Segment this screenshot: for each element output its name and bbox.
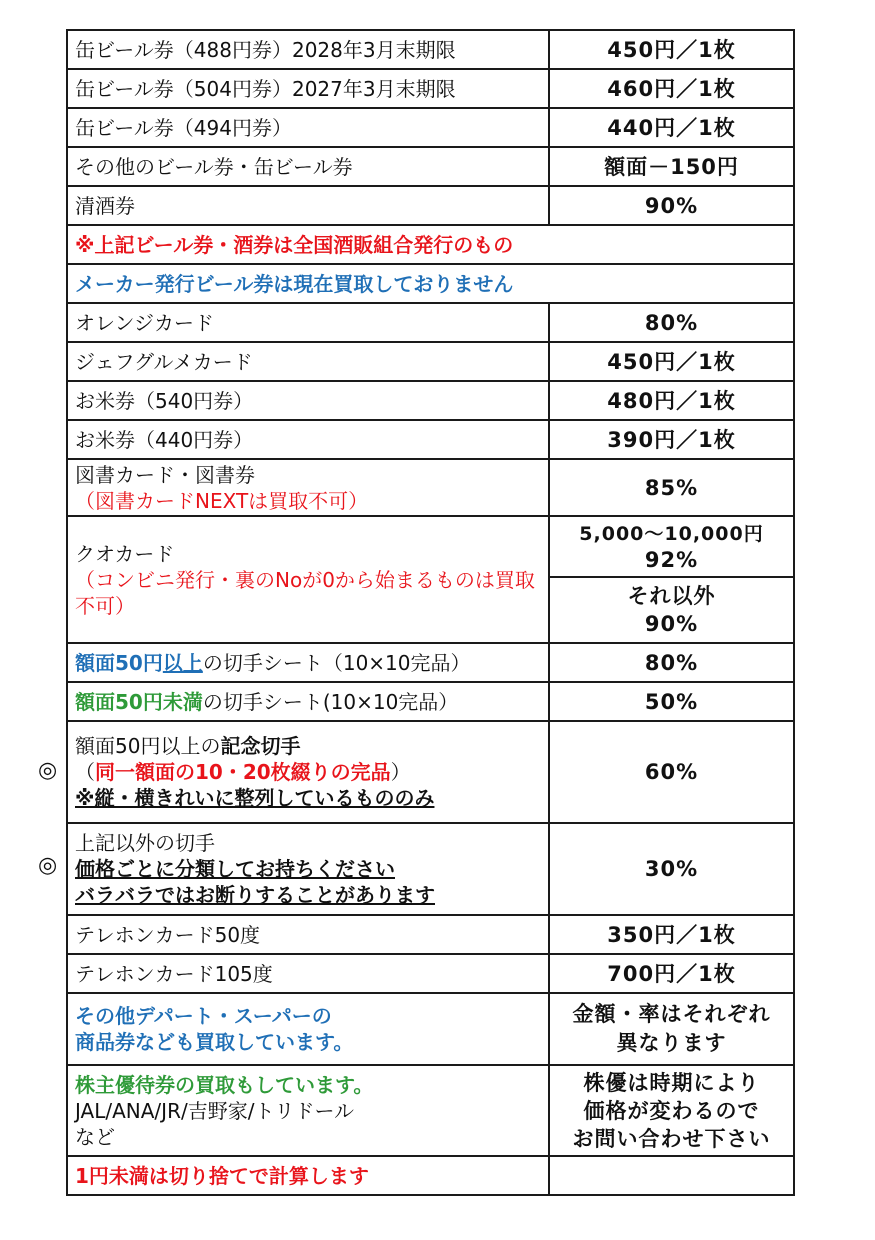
item-label: テレホンカード50度 <box>67 915 549 954</box>
item-label: 缶ビール券（494円券） <box>67 108 549 147</box>
double-circle-mark: ◎ <box>38 853 58 878</box>
quo-label: クオカード <box>75 541 175 566</box>
table-row <box>67 954 794 993</box>
quo-note: （コンビニ発行・裏のNoが0から始まるものは買取不可） <box>75 567 535 618</box>
item-price: 460円／1枚 <box>549 69 794 108</box>
table-row <box>67 823 794 915</box>
table-row <box>67 682 794 721</box>
table-row <box>67 225 794 264</box>
table-row <box>67 69 794 108</box>
item-price: 350円／1枚 <box>549 915 794 954</box>
item-price <box>549 516 794 577</box>
item-price: 390円／1枚 <box>549 420 794 459</box>
item-price: 80% <box>549 643 794 682</box>
item-label: その他のビール券・缶ビール券 <box>67 147 549 186</box>
item-label <box>67 459 549 516</box>
item-label: 清酒券 <box>67 186 549 225</box>
table-row <box>67 30 794 69</box>
table-row <box>67 342 794 381</box>
quo-value-1: 92% <box>644 547 699 572</box>
table-row <box>67 915 794 954</box>
table-row <box>67 721 794 823</box>
quo-range-2: それ以外 <box>627 584 716 608</box>
table-row <box>67 381 794 420</box>
tosho-label: 図書カード・図書券 <box>75 462 255 487</box>
table-row <box>67 643 794 682</box>
item-price: 90% <box>549 186 794 225</box>
item-price: 額面－150円 <box>549 147 794 186</box>
beer-note-red: ※上記ビール券・酒券は全国酒販組合発行のもの <box>67 225 794 264</box>
item-price <box>549 577 794 643</box>
table-row <box>67 186 794 225</box>
item-label: 株主優待券の買取もしています。 JAL/ANA/JR/吉野家/トリドール など <box>67 1065 549 1156</box>
item-label: 缶ビール券（504円券）2027年3月末期限 <box>67 69 549 108</box>
rounding-note: 1円未満は切り捨てで計算します <box>67 1156 549 1195</box>
quo-value-2: 90% <box>644 612 699 636</box>
item-price: 30% <box>549 823 794 915</box>
table-row <box>67 516 794 577</box>
item-price: 480円／1枚 <box>549 381 794 420</box>
item-price: 株優は時期により 価格が変わるので お問い合わせ下さい <box>549 1065 794 1156</box>
item-price: 金額・率はそれぞれ 異なります <box>549 993 794 1065</box>
item-price: 450円／1枚 <box>549 342 794 381</box>
item-price: 85% <box>549 459 794 516</box>
item-price: 700円／1枚 <box>549 954 794 993</box>
table-row <box>67 420 794 459</box>
item-label: テレホンカード105度 <box>67 954 549 993</box>
item-price: 80% <box>549 303 794 342</box>
item-label: オレンジカード <box>67 303 549 342</box>
item-label: お米券（540円券） <box>67 381 549 420</box>
double-circle-mark: ◎ <box>38 758 58 783</box>
table-row <box>67 303 794 342</box>
table-row <box>67 993 794 1065</box>
item-price: 50% <box>549 682 794 721</box>
item-label: ジェフグルメカード <box>67 342 549 381</box>
item-label <box>67 516 549 643</box>
table-row <box>67 264 794 303</box>
empty-cell <box>549 1156 794 1195</box>
item-price: 450円／1枚 <box>549 30 794 69</box>
item-price: 440円／1枚 <box>549 108 794 147</box>
quo-range-1: 5,000～10,000円 <box>579 522 764 545</box>
item-label: お米券（440円券） <box>67 420 549 459</box>
item-label: 額面50円未満の切手シート(10×10完品） <box>67 682 549 721</box>
item-label: 額面50円以上の切手シート（10×10完品） <box>67 643 549 682</box>
item-label: 缶ビール券（488円券）2028年3月末期限 <box>67 30 549 69</box>
item-label: その他デパート・スーパーの 商品券なども買取しています。 <box>67 993 549 1065</box>
table-row <box>67 1156 794 1195</box>
item-label: 額面50円以上の記念切手 （同一額面の10・20枚綴りの完品） ※縦・横きれいに整列しているもののみ <box>67 721 549 823</box>
table-row <box>67 108 794 147</box>
price-table <box>66 29 795 1196</box>
table-row <box>67 1065 794 1156</box>
beer-note-blue: メーカー発行ビール券は現在買取しておりません <box>67 264 794 303</box>
item-price: 60% <box>549 721 794 823</box>
table-row <box>67 459 794 516</box>
tosho-note: （図書カードNEXTは買取不可） <box>75 488 369 513</box>
item-label: 上記以外の切手 価格ごとに分類してお持ちください バラバラではお断りすることがあります <box>67 823 549 915</box>
table-row <box>67 147 794 186</box>
